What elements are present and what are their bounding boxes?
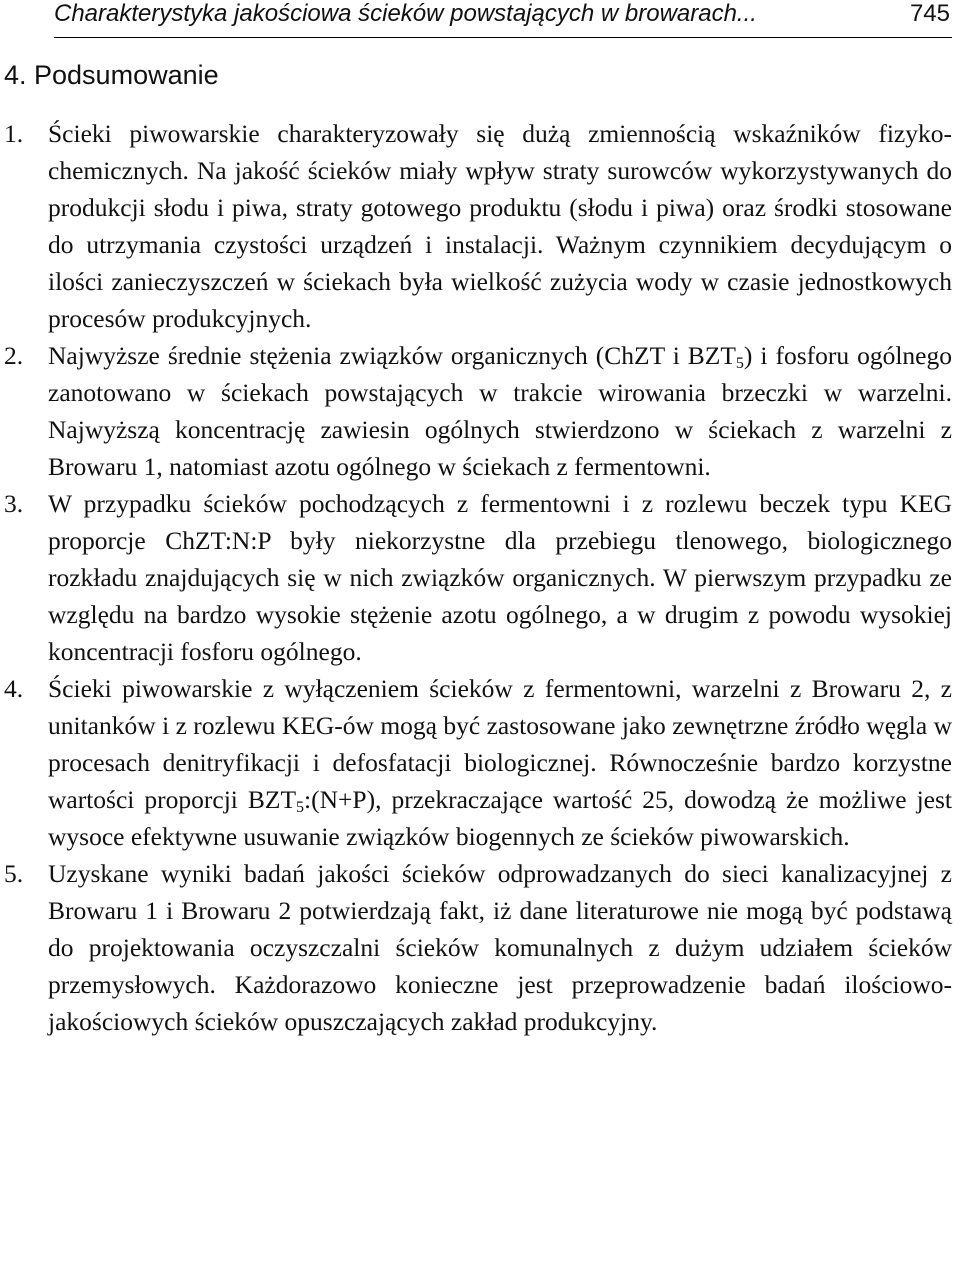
item-text	[48, 337, 952, 485]
summary-item-4	[4, 670, 952, 855]
item-number: 3.	[4, 489, 24, 518]
item-text	[48, 670, 952, 855]
subscript: 5	[735, 355, 744, 372]
item-number: 1.	[4, 119, 24, 148]
item-text: Uzyskane wyniki badań jakości ścieków odprowadzanych do sieci kanalizacyjnej z Browaru 1 i Browaru 2 potwierdzają fakt, iż dane literaturowe nie mogą być podstawą do projektowania oczyszczalni ścieków komunalnych z dużym udziałem ścieków przemysłowych. Każdorazowo konieczne jest przeprowadzenie badań ilościowo-jakościowych ścieków opuszczających zakład produkcyjny.	[48, 859, 952, 1036]
item-number: 2.	[4, 341, 24, 370]
summary-item-1	[4, 115, 952, 337]
summary-list	[4, 115, 952, 1040]
page-number: 745	[909, 0, 950, 27]
running-title: Charakterystyka jakościowa ścieków powstających w browarach...	[54, 0, 757, 27]
item-text-part: Najwyższe średnie stężenia związków organicznych (ChZT i BZT	[48, 341, 736, 370]
running-header	[54, 0, 952, 38]
subscript: 5	[296, 799, 305, 816]
item-text-part: :(N+P), przekraczające wartość 25, dowodzą że możliwe jest wysoce efektywne usuwanie związków biogennych ze ścieków piwowarskich.	[48, 785, 952, 851]
summary-item-2	[4, 337, 952, 485]
item-text: Ścieki piwowarskie charakteryzowały się dużą zmiennością wskaźników fizyko-chemicznych. Na jakość ścieków miały wpływ straty surowców wykorzystywanych do produkcji słodu i piwa, straty gotowego produktu (słodu i piwa) oraz środki stosowane do utrzymania czystości urządzeń i instalacji. Ważnym czynnikiem decydującym o ilości zanieczyszczeń w ściekach była wielkość zużycia wody w czasie jednostkowych procesów produkcyjnych.	[48, 119, 952, 333]
item-number: 5.	[4, 859, 24, 888]
section-title: 4. Podsumowanie	[4, 60, 219, 90]
item-text: W przypadku ścieków pochodzących z fermentowni i z rozlewu beczek typu KEG proporcje ChZT:N:P były niekorzystne dla przebiegu tlenowego, biologicznego rozkładu znajdujących się w nich związków organicznych. W pierwszym przypadku ze względu na bardzo wysokie stężenie azotu ogólnego, a w drugim z powodu wysokiej koncentracji fosforu ogólnego.	[48, 489, 952, 666]
item-text-part: ) i fosforu ogólnego zanotowano w ściekach powstających w trakcie wirowania brzeczki w warzelni. Najwyższą koncentrację zawiesin ogólnych stwierdzono w ściekach z warzelni z Browaru 1, natomiast azotu ogólnego w ściekach z fermentowni.	[48, 341, 952, 481]
summary-item-5	[4, 855, 952, 1040]
item-number: 4.	[4, 674, 24, 703]
item-text-part: Ścieki piwowarskie z wyłączeniem ścieków z fermentowni, warzelni z Browaru 2, z unitanków i z rozlewu KEG-ów mogą być zastosowane jako zewnętrzne źródło węgla w procesach denitryfikacji i defosfatacji biologicznej. Równocześnie bardzo korzystne wartości proporcji BZT	[48, 674, 952, 814]
summary-item-3	[4, 485, 952, 670]
